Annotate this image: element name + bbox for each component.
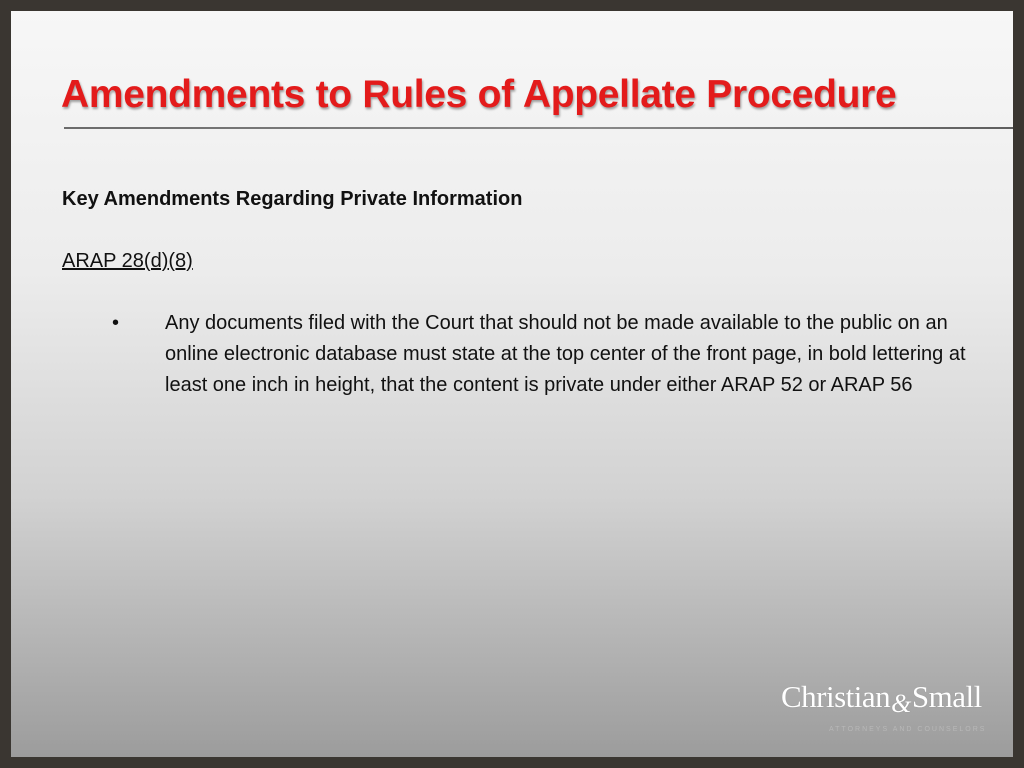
rule-reference: ARAP 28(d)(8) xyxy=(62,250,193,272)
bullet-item xyxy=(112,308,982,401)
firm-logo xyxy=(771,679,991,743)
logo-name-left: Christian xyxy=(781,679,891,714)
bullet-marker: • xyxy=(112,312,120,334)
logo-name-right: Small xyxy=(911,679,982,714)
logo-tagline: ATTORNEYS AND COUNSELORS xyxy=(829,726,987,733)
slide xyxy=(11,11,1013,757)
logo-ampersand: & xyxy=(891,689,911,718)
title-divider xyxy=(64,127,1013,129)
logo-wordmark xyxy=(781,679,982,718)
bullet-text: Any documents filed with the Court that should not be made available to the public on an online electronic database must state at the top center of the front page, in bold lettering at least one inch in height, that the content is private under either ARAP 52 or ARAP 56 xyxy=(165,312,966,396)
slide-title: Amendments to Rules of Appellate Procedure xyxy=(61,73,897,116)
section-subheading: Key Amendments Regarding Private Information xyxy=(62,188,523,210)
bullet-list xyxy=(112,308,982,401)
